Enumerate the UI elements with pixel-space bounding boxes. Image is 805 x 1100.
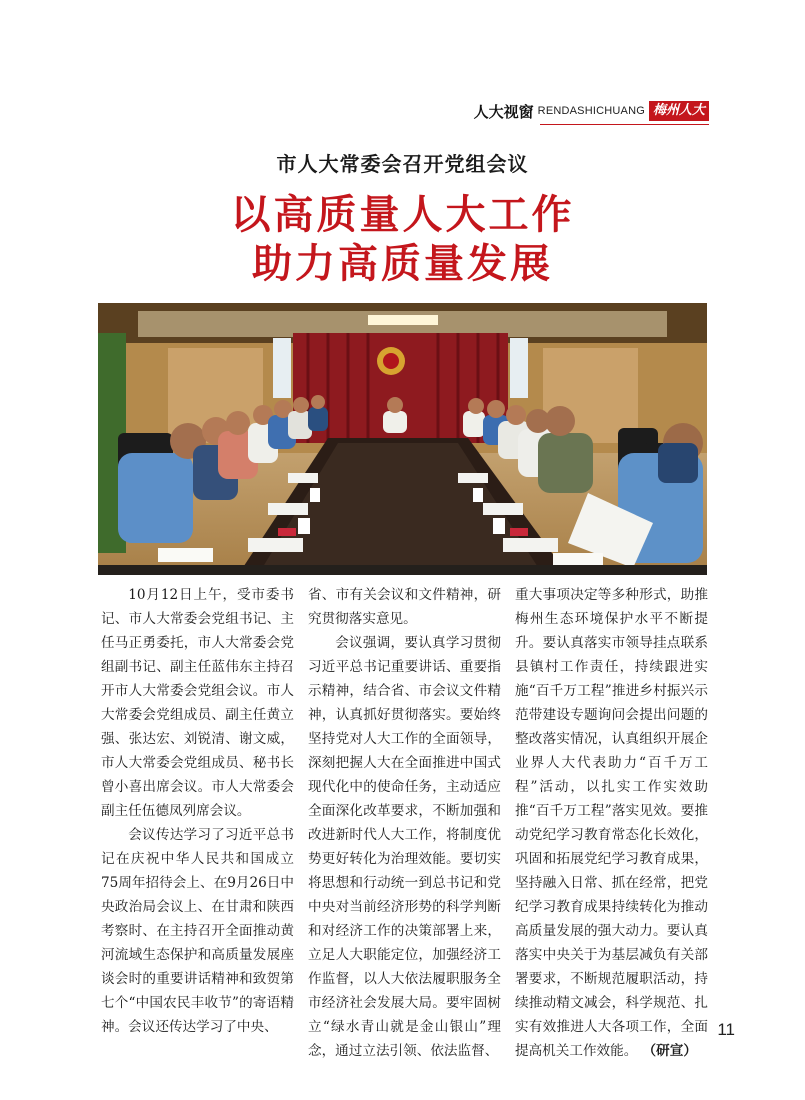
paragraph: 会议传达学习了习近平总书记在庆祝中华人民共和国成立75周年招待会上、在9月26日中央政治局会议上、在甘肃和陕西考察时、在主持召开全面推动黄河流域生态保护和高质量发展座谈会时的重要讲话精神和致贺第七个“中国农民丰收节”的寄语精神。会议还传达学习了中央、 <box>101 827 294 1035</box>
author-signature: （研宣） <box>649 1043 697 1059</box>
paragraph <box>515 583 708 1063</box>
article-subtitle: 市人大常委会召开党组会议 <box>276 152 529 176</box>
paragraph: 会议强调，要认真学习贯彻习近平总书记重要讲话、重要指示精神，结合省、市会议文件精神，认真抓好贯彻落实。要始终坚持党对人大工作的全面领导，深刻把握人大在全面推进中国式现代化中的使命任务，主动适应全面深化改革要求，不断加强和改进新时代人大工作，将制度优势更好转化为治理效能。要切实将思想和行动统一到总书记和党中央对当前经济形势的科学判断和对经济工作的决策部署上来，立足人大职能定位，加强经济工作监督，以人大依法履职服务全市经济社会发展大局。要牢固树立“绿水青山就是金山银山”理念，通过立法引领、依法监督、 <box>308 635 501 1059</box>
paragraph: 省、市有关会议和文件精神，研究贯彻落实意见。 <box>308 587 501 627</box>
page-number: 11 <box>717 1020 735 1039</box>
column-name: 人大视窗 <box>473 102 534 121</box>
article-column-3 <box>515 583 708 1059</box>
article-title-line-2: 助力高质量发展 <box>252 240 553 287</box>
article-column-1 <box>101 583 294 1035</box>
article-column-2 <box>308 583 501 1059</box>
article-title-line-1: 以高质量人大工作 <box>230 191 575 238</box>
paragraph: 10月12日上午，受市委书记、市人大常委会党组书记、主任马正勇委托，市人大常委会党组副书记、副主任蓝伟东主持召开市人大常委会党组会议。市人大常委会党组成员、副主任黄立强、张达宏、刘锐清、谢文威，市人大常委会党组成员、秘书长曾小喜出席会议。市人大常委会副主任伍德凤列席会议。 <box>101 587 294 819</box>
paragraph-text: 重大事项决定等多种形式，助推梅州生态环境保护水平不断提升。要认真落实市领导挂点联系县镇村工作责任，持续跟进实施“百千万工程”推进乡村振兴示范带建设专题询问会提出问题的整改落实情况，认真组织开展企业界人大代表助力“百千万工程”活动，以扎实工作实效助推“百千万工程”落实见效。要推动党纪学习教育常态化长效化，巩固和拓展党纪学习教育成果，坚持融入日常、抓在经常，把党纪学习教育成果持续转化为推动高质量发展的强大动力。要认真落实中央关于为基层减负有关部署要求，不断规范履职活动，持续推动精文减会，科学规范、扎实有效推进人大各项工作，全面提高机关工作效能。 <box>515 587 708 1059</box>
column-pinyin: RENDASHICHUANG <box>537 105 645 117</box>
header-divider <box>540 124 709 125</box>
column-header <box>474 100 709 122</box>
meeting-photo <box>98 303 707 575</box>
meizhou-renda-logo: 梅州人大 <box>649 101 709 121</box>
article-body <box>101 583 709 1059</box>
